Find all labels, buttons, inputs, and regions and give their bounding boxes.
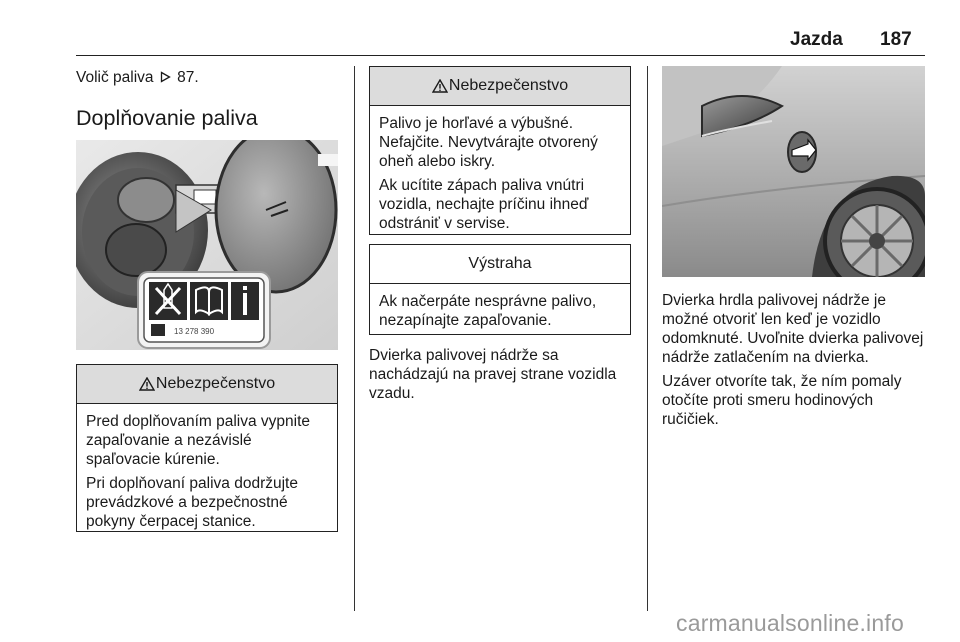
danger-paragraph: Pred doplňovaním paliva vypnite zapaľovanie a nezávislé spaľovacie kúrenie. (86, 413, 311, 468)
body-paragraph: Uzáver otvoríte tak, že ním pomaly otočíte proti smeru hodinových ručičiek. (662, 373, 902, 428)
danger-box-header (370, 67, 630, 106)
section-heading: Doplňovanie paliva (76, 106, 258, 130)
danger-box-header (77, 365, 337, 404)
header-rule (76, 55, 925, 56)
section-title: Jazda (790, 29, 843, 50)
body-paragraph: Dvierka palivovej nádrže sa nachádzajú na pravej strane vozidla vzadu. (369, 347, 617, 402)
warning-triangle-icon (432, 79, 448, 93)
column-divider-left (354, 66, 355, 611)
danger-box-body (77, 404, 337, 531)
arrow-triangle-right-icon (160, 71, 171, 83)
caution-box (369, 244, 631, 335)
danger-paragraph: Pri doplňovaní paliva dodržujte prevádzkové a bezpečnostné pokyny čerpacej stanice. (86, 475, 298, 530)
page-number: 187 (880, 29, 912, 50)
caution-box-body (370, 284, 630, 330)
watermark: carmanualsonline.info (676, 610, 904, 636)
danger-paragraph: Ak ucítite zápach paliva vnútri vozidla, nechajte príčinu ihneď odstrániť v servise. (379, 177, 589, 232)
danger-box-fuel (369, 66, 631, 235)
fuel-door-photo (76, 140, 338, 350)
cross-ref-page: 87. (177, 69, 199, 86)
danger-box-title: Nebezpečenstvo (448, 77, 569, 94)
photo-label-number: 13 278 390 (174, 327, 215, 336)
column-divider-right (647, 66, 648, 611)
caution-paragraph: Ak načerpáte nesprávne palivo, nezapínajte zapaľovanie. (379, 293, 597, 329)
body-paragraph: Dvierka hrdla palivovej nádrže je možné otvoriť len keď je vozidlo odomknuté. Uvoľnite dvierka palivovej nádrže zatlačením na dvierka. (662, 292, 924, 366)
middle-body-text (369, 346, 635, 403)
danger-box-title: Nebezpečenstvo (155, 375, 276, 392)
danger-box-refueling (76, 364, 338, 532)
warning-triangle-icon (139, 377, 155, 391)
caution-box-header (370, 245, 630, 284)
cross-reference (76, 68, 199, 87)
danger-box-body (370, 106, 630, 233)
car-rear-photo (662, 66, 925, 277)
danger-paragraph: Palivo je horľavé a výbušné. Nefajčite. Nevytvárajte otvorený oheň alebo iskry. (379, 115, 598, 170)
right-body-text (662, 291, 925, 429)
cross-ref-label: Volič paliva (76, 69, 154, 86)
caution-box-title: Výstraha (468, 255, 532, 272)
